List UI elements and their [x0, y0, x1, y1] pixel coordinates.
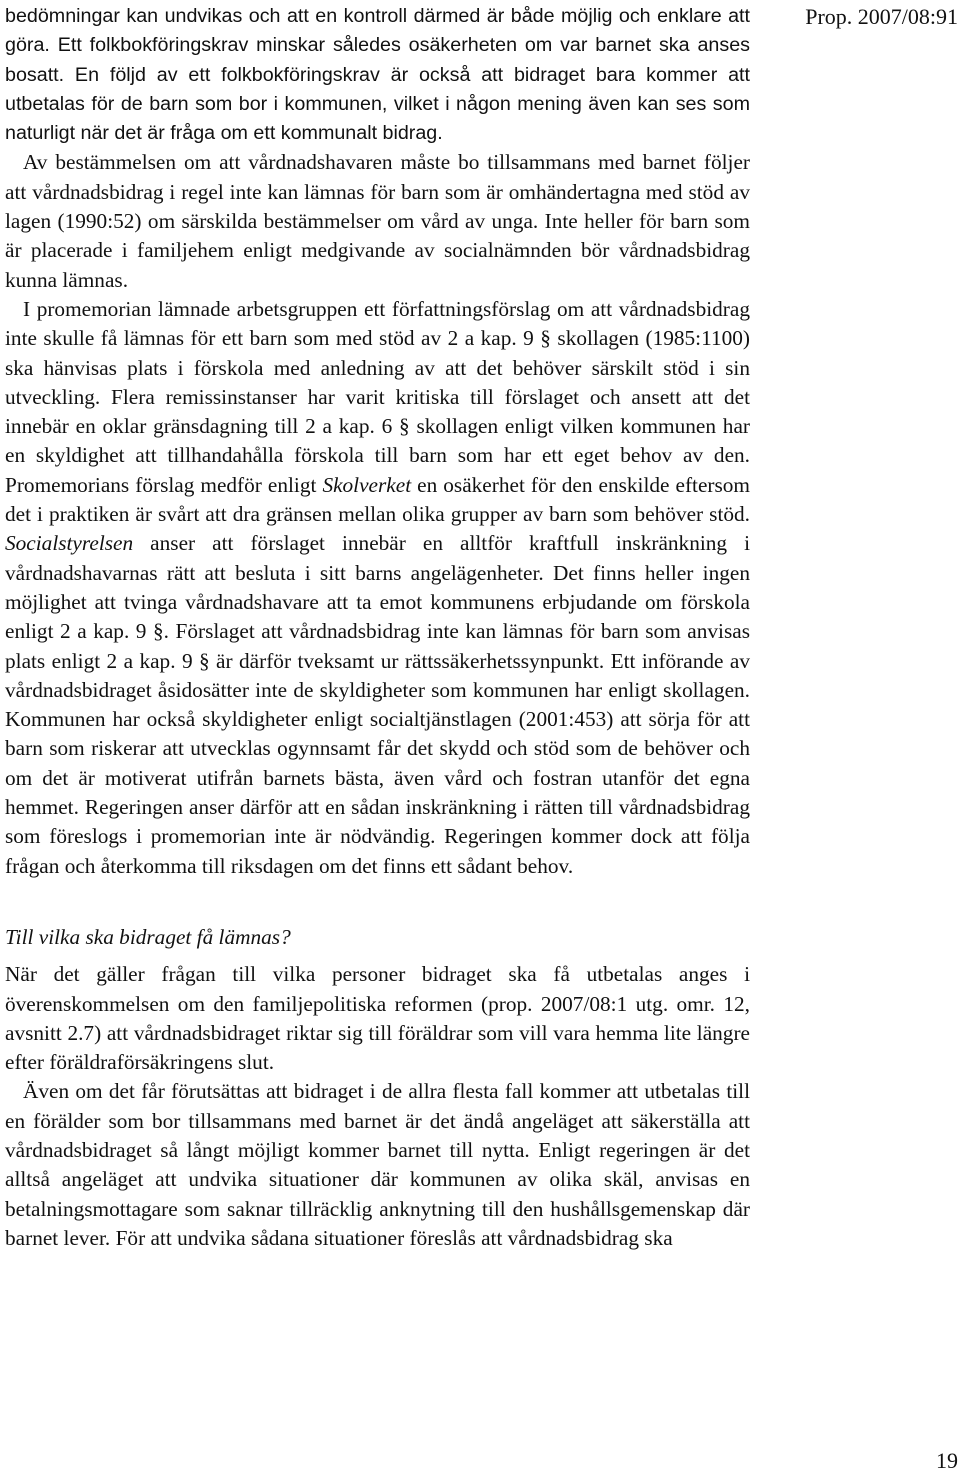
paragraph-payment-recipient: Även om det får förutsättas att bidraget i de allra flesta fall kommer att utbetalas till en förälder som bor tillsammans med barnet är det ändå angeläget att säkerställa att vårdnadsbidraget så långt möjligt kommer barnet till nytta. Enligt regeringen är det alltså angeläget att undvika situationer där kommunen av olika skäl, anvisas en betalningsmottagare som saknar tillräcklig anknytning till den hushållsgemenskap där barnet lever. För att undvika sådana situationer föreslås att vårdnadsbidrag ska [5, 1079, 750, 1250]
heading-spacer [5, 952, 750, 960]
paragraph-custody-requirement: Av bestämmelsen om att vårdnadshavaren måste bo tillsammans med barnet följer att vårdnadsbidrag i regel inte kan lämnas för barn som är omhändertagna med stöd av lagen (1990:52) om särskilda bestämmelser om vård av unga. Inte heller för barn som är placerade i familjehem enligt medgivande av socialnämnden bör vårdnadsbidrag kunna lämnas. [5, 150, 750, 292]
paragraph-text: en osäkerhet för den enskilde eftersom det i praktiken är svårt att dra gränsen mellan olika grupper av barn som behöver stöd. [5, 472, 750, 527]
text-column [5, 2, 750, 1253]
margin-reference: Prop. 2007/08:91 [805, 4, 958, 29]
paragraph-memorandum [5, 295, 750, 881]
paragraph-continued: bedömningar kan undvikas och att en kontroll därmed är både möjlig och enklare att göra. Ett folkbokföringskrav minskar således osäkerheten om var barnet ska anses bosatt. En följd av ett folkbokföringskrav är också att bidraget bara kommer att utbetalas för de barn som bor i kommunen, vilket i någon mening även kan ses som naturligt när det är fråga om ett kommunalt bidrag. [5, 5, 750, 145]
section-heading: Till vilka ska bidraget få lämnas? [5, 924, 291, 949]
paragraph-text: anser att förslaget innebär en alltför kraftfull inskränkning i vårdnadshavarnas rätt att besluta i sitt barns angelägenheter. Det finns heller ingen möjlighet att tvinga vårdnadshavare att ta emot kommunens erbjudande om förskola enligt 2 a kap. 9 §. Förslaget att vårdnadsbidrag inte kan lämnas för barn som anvisas plats enligt 2 a kap. 9 § är därför tveksamt ur rättssäkerhetssynpunkt. Ett införande av vårdnadsbidraget åsidosätter inte de skyldigheter som kommunen har enligt skollagen. Kommunen har också skyldigheter enligt socialtjänstlagen (2001:453) att sörja för att barn som riskerar att utvecklas ogynnsamt får det skydd och stöd som de behöver och om det är motiverat utifrån barnets bästa, även vård och fostran utanför det egna hemmet. Regeringen anser därför att en sådan inskränkning i rätten till vårdnadsbidrag som föreslogs i promemorian inte är nödvändig. Regeringen kommer dock att följa frågan och återkomma till riksdagen om det finns ett sådant behov. [5, 531, 750, 878]
italic-reference-skolverket: Skolverket [322, 472, 412, 497]
paragraph-text: I promemorian lämnade arbetsgruppen ett författningsförslag om att vårdnadsbidrag inte skulle få lämnas för ett barn som med stöd av 2 a kap. 9 § skollagen (1985:1100) ska hänvisas plats i förskola med anledning av att det behöver särskilt stöd i sin utveckling. Flera remissinstanser har varit kritiska till förslaget och ansett att det innebär en oklar gränsdagning till 2 a kap. 6 § skollagen enligt vilken kommunen har en skyldighet att tillhandahålla förskola till barn som har ett eget behov av den. Promemorians förslag medför enligt [5, 296, 750, 497]
section-spacer [5, 881, 750, 923]
page-number: 19 [936, 1448, 958, 1473]
italic-reference-socialstyrelsen: Socialstyrelsen [5, 531, 134, 556]
paragraph-recipients: När det gäller frågan till vilka personer bidraget ska få utbetalas anges i överenskommelsen om den familjepolitiska reformen (prop. 2007/08:1 utg. omr. 12, avsnitt 2.7) att vårdnadsbidraget riktar sig till föräldrar som vill vara hemma lite längre efter föräldraförsäkringens slut. [5, 962, 750, 1075]
